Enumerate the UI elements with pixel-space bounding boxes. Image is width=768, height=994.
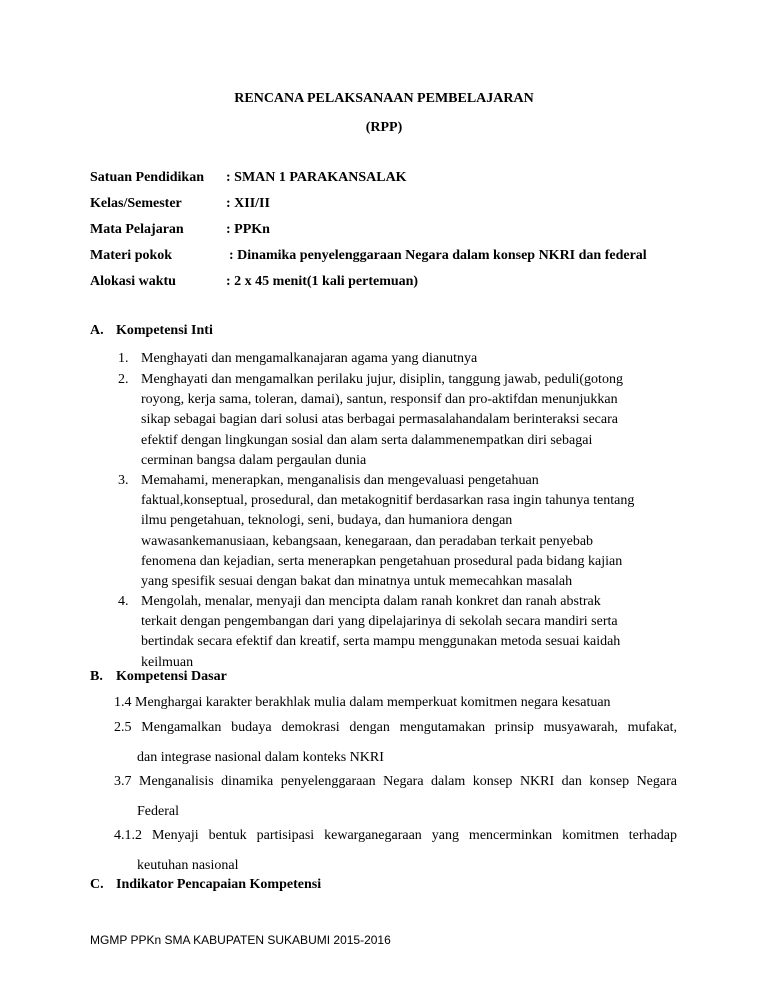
- section-title: Kompetensi Dasar: [116, 669, 227, 684]
- section-number: C.: [90, 877, 104, 892]
- item-line: efektif dengan lingkungan sosial dan alam serta dalammenempatkan diri sebagai: [141, 432, 593, 448]
- page-footer: MGMP PPKn SMA KABUPATEN SUKABUMI 2015-2016: [90, 933, 391, 947]
- meta-value: : XII/II: [226, 196, 270, 211]
- item-number: 4.: [118, 594, 129, 609]
- section-number: A.: [90, 323, 104, 338]
- meta-label: Materi pokok: [90, 248, 173, 263]
- doc-subtitle: (RPP): [365, 120, 403, 135]
- meta-value: : Dinamika penyelenggaraan Negara dalam konsep NKRI dan federal: [229, 248, 647, 263]
- kd-item-1-4: [114, 695, 677, 711]
- item-number: 2.: [118, 372, 129, 387]
- kd-line: 2.5 Mengamalkan budaya demokrasi dengan mengutamakan prinsip musyawarah, mufakat,: [114, 720, 677, 735]
- section-c-heading: [90, 877, 321, 893]
- meta-value: : PPKn: [226, 222, 270, 237]
- kd-line: 3.7 Menganalisis dinamika penyelenggaraan Negara dalam konsep NKRI dan konsep Negara: [114, 774, 677, 789]
- item-line: Menghayati dan mengamalkan perilaku jujur, disiplin, tanggung jawab, peduli(gotong: [141, 372, 623, 387]
- section-title: Kompetensi Inti: [116, 323, 213, 338]
- item-line: keilmuan: [141, 654, 194, 670]
- kd-line: 4.1.2 Menyaji bentuk partisipasi kewarganegaraan yang mencerminkan komitmen terhadap: [114, 828, 677, 843]
- item-line: royong, kerja sama, toleran, damai), santun, responsif dan pro-aktifdan menunjukkan: [141, 392, 618, 408]
- item-line: faktual,konseptual, prosedural, dan metakognitif berdasarkan rasa ingin tahunya tentang: [141, 493, 635, 509]
- meta-label: Kelas/Semester: [90, 196, 182, 211]
- kd-line-continued: dan integrase nasional dalam konteks NKRI: [137, 750, 384, 765]
- item-line: wawasankemanusiaan, kebangsaan, kenegaraan, dan peradaban terkait penyebab: [141, 533, 594, 549]
- item-line: sikap sebagai bagian dari solusi atas berbagai permasalahandalam berinteraksi secara: [141, 412, 618, 428]
- item-line: fenomena dan kejadian, serta menerapkan pengetahuan prosedural pada bidang kajian: [141, 553, 623, 569]
- item-line: ilmu pengetahuan, teknologi, seni, budaya, dan humaniora dengan: [141, 513, 513, 529]
- kd-line-continued: Federal: [137, 804, 179, 819]
- item-line: Mengolah, menalar, menyaji dan mencipta dalam ranah konkret dan ranah abstrak: [141, 594, 601, 609]
- kd-line: 1.4 Menghargai karakter berakhlak mulia dalam memperkuat komitmen negara kesatuan: [114, 695, 611, 710]
- item-line: yang spesifik sesuai dengan bakat dan minatnya untuk memecahkan masalah: [141, 574, 573, 590]
- section-a-heading: [90, 323, 213, 339]
- item-number: 1.: [118, 351, 129, 366]
- item-number: 3.: [118, 473, 129, 488]
- meta-value: : 2 x 45 menit(1 kali pertemuan): [226, 274, 419, 289]
- kd-line-continued: keutuhan nasional: [137, 858, 239, 873]
- meta-label: Alokasi waktu: [90, 274, 176, 289]
- item-line: Menghayati dan mengamalkanajaran agama yang dianutnya: [141, 351, 478, 366]
- meta-label: Satuan Pendidikan: [90, 170, 204, 185]
- section-title: Indikator Pencapaian Kompetensi: [116, 877, 322, 892]
- item-line: terkait dengan pengembangan dari yang dipelajarinya di sekolah secara mandiri serta: [141, 614, 618, 630]
- item-line: Memahami, menerapkan, menganalisis dan mengevaluasi pengetahuan: [141, 473, 539, 488]
- section-b-heading: [90, 669, 227, 685]
- kd-item-2-5: [114, 720, 677, 765]
- doc-title: RENCANA PELAKSANAAN PEMBELAJARAN: [234, 91, 534, 106]
- kd-item-4-1-2: [114, 828, 677, 873]
- item-line: bertindak secara efektif dan kreatif, serta mampu menggunakan metoda sesuai kaidah: [141, 634, 621, 650]
- section-number: B.: [90, 669, 103, 684]
- item-line: cerminan bangsa dalam pergaulan dunia: [141, 452, 367, 468]
- meta-value: : SMAN 1 PARAKANSALAK: [226, 170, 407, 185]
- kd-item-3-7: [114, 774, 677, 819]
- meta-label: Mata Pelajaran: [90, 222, 184, 237]
